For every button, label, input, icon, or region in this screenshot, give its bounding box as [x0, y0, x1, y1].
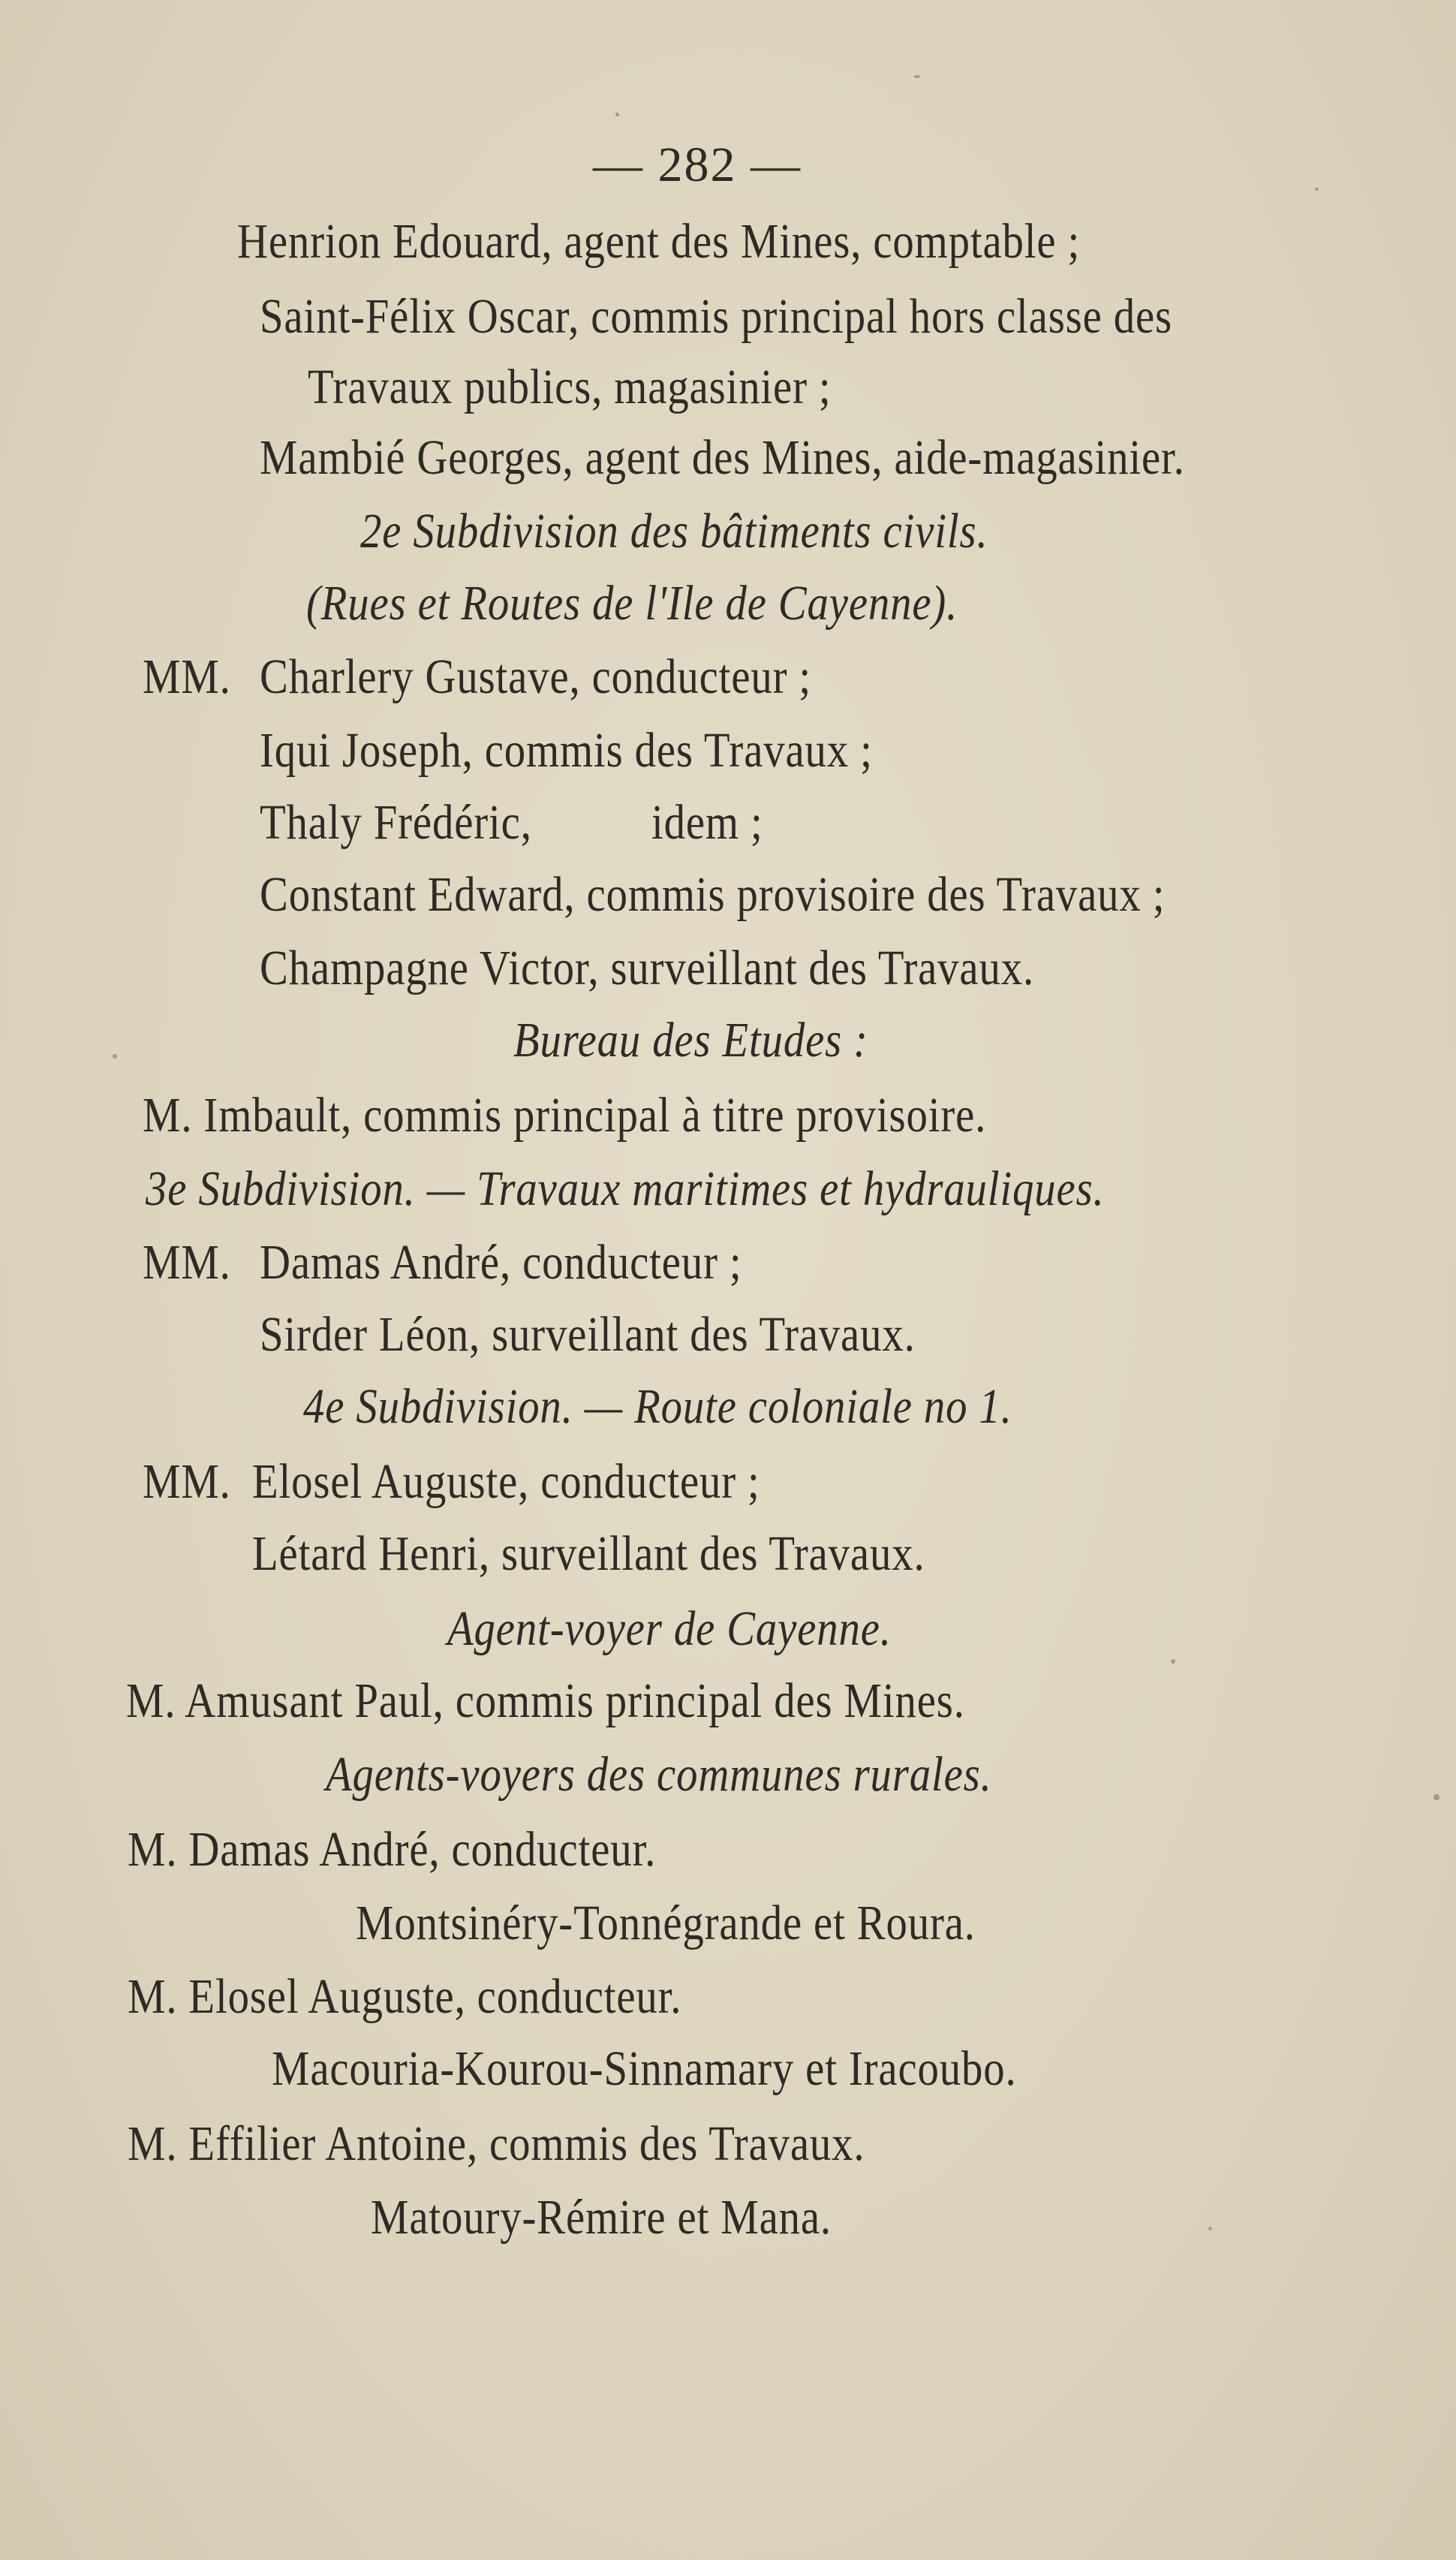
text-line: Létard Henri, surveillant des Travaux. — [252, 1526, 925, 1581]
section-heading: Bureau des Etudes : — [513, 1013, 868, 1068]
text-line: Saint-Félix Oscar, commis principal hors classe des — [260, 289, 1172, 344]
text-line: Mambié Georges, agent des Mines, aide-magasinier. — [260, 430, 1185, 485]
text-line: Henrion Edouard, agent des Mines, comptable ; — [237, 214, 1081, 269]
text-line: idem ; — [651, 795, 763, 850]
paper-speck — [914, 75, 920, 78]
section-heading: Macouria-Kourou-Sinnamary et Iracoubo. — [272, 2041, 1017, 2096]
text-line: Sirder Léon, surveillant des Travaux. — [260, 1307, 916, 1362]
text-line: Damas André, conducteur ; — [260, 1235, 742, 1290]
text-line: M. Imbault, commis principal à titre provisoire. — [143, 1088, 987, 1143]
section-subheading: (Rues et Routes de l'Ile de Cayenne). — [306, 576, 958, 631]
text-line: M. Elosel Auguste, conducteur. — [128, 1969, 682, 2024]
paper-speck — [1433, 1794, 1439, 1800]
text-line: Charlery Gustave, conducteur ; — [260, 649, 812, 704]
section-heading: Agents-voyers des communes rurales. — [326, 1747, 992, 1802]
paper-speck — [113, 1054, 117, 1059]
text-line: Travaux publics, magasinier ; — [308, 360, 832, 414]
page-number: — 282 — — [593, 137, 802, 192]
text-line: Champagne Victor, surveillant des Travaux. — [260, 941, 1034, 995]
section-heading: Matoury-Rémire et Mana. — [371, 2190, 832, 2245]
text-line: Elosel Auguste, conducteur ; — [252, 1454, 760, 1509]
text-line: Constant Edward, commis provisoire des Travaux ; — [260, 867, 1166, 922]
section-heading: Agent-voyer de Cayenne. — [447, 1601, 892, 1656]
paper-speck — [1208, 2227, 1212, 2230]
text-line: M. Damas André, conducteur. — [128, 1822, 657, 1877]
paper-speck — [1315, 188, 1319, 191]
text-line: M. Effilier Antoine, commis des Travaux. — [128, 2116, 865, 2171]
text-line-prefix: MM. — [143, 649, 231, 704]
paper-speck — [1171, 1659, 1175, 1664]
text-line: Thaly Frédéric, — [260, 795, 532, 850]
text-line-prefix: MM. — [143, 1454, 231, 1509]
text-line: Iqui Joseph, commis des Travaux ; — [260, 723, 873, 778]
section-heading: 2e Subdivision des bâtiments civils. — [360, 504, 988, 559]
paper-speck — [615, 113, 619, 116]
section-heading: Montsinéry-Tonnégrande et Roura. — [356, 1896, 976, 1950]
text-line-prefix: MM. — [143, 1235, 231, 1290]
text-line: M. Amusant Paul, commis principal des Mines. — [126, 1673, 965, 1728]
section-heading: 4e Subdivision. — Route coloniale no 1. — [303, 1379, 1012, 1434]
section-heading: 3e Subdivision. — Travaux maritimes et hydrauliques. — [146, 1161, 1105, 1216]
